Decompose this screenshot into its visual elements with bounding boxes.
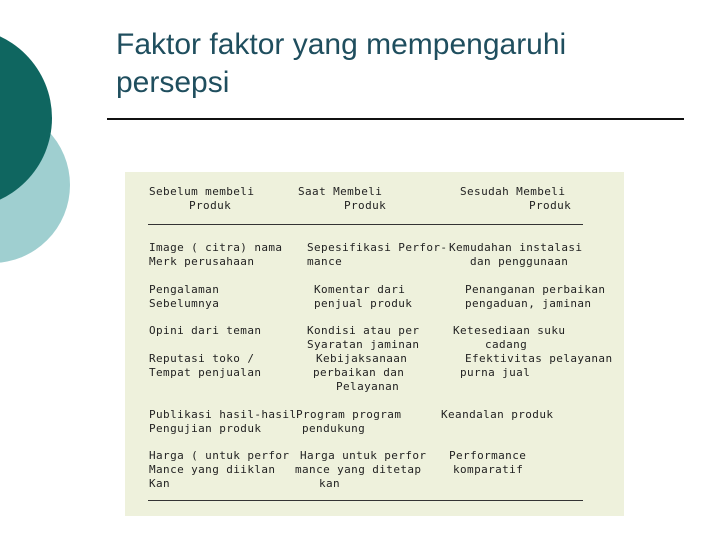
col2-line: Harga untuk perfor [300, 449, 427, 462]
col2-line: Sepesifikasi Perfor- [307, 241, 448, 254]
col1-line: Reputasi toko / [149, 352, 255, 365]
col1-line: Sebelumnya [149, 297, 220, 310]
col2-line: perbaikan dan [313, 366, 405, 379]
col2-line: Kondisi atau per [307, 324, 420, 337]
col1-line: Pengalaman [149, 283, 220, 296]
title-underline [107, 118, 684, 120]
header-during-line2: Produk [344, 199, 387, 212]
teal-circle-decoration [0, 0, 80, 300]
col1-line: Image ( citra) nama [149, 241, 283, 254]
col3-line: purna jual [460, 366, 531, 379]
col3-line: komparatif [453, 463, 524, 476]
col1-line: Mance yang diiklan [149, 463, 276, 476]
col3-line: cadang [485, 338, 528, 351]
col1-line: Pengujian produk [149, 422, 262, 435]
col3-line: Performance [449, 449, 527, 462]
col2-line: mance [307, 255, 343, 268]
col2-line: Kebijaksanaan [316, 352, 408, 365]
header-before-line1: Sebelum membeli [149, 185, 255, 198]
col3-line: Kemudahan instalasi [449, 241, 583, 254]
header-after-line2: Produk [529, 199, 572, 212]
slide-title-line-2: persepsi [116, 66, 230, 99]
col1-line: Merk perusahaan [149, 255, 255, 268]
col1-line: Tempat penjualan [149, 366, 262, 379]
col1-line: Opini dari teman [149, 324, 262, 337]
col3-line: Ketesediaan suku [453, 324, 566, 337]
col2-line: Program program [296, 408, 402, 421]
col2-line: pendukung [302, 422, 366, 435]
col3-line: Penanganan perbaikan [465, 283, 606, 296]
col2-line: Syaratan jaminan [307, 338, 420, 351]
slide-title [116, 26, 696, 102]
col2-line: kan [319, 477, 341, 490]
col1-line: Kan [149, 477, 171, 490]
slide-title-line-1: Faktor faktor yang mempengaruhi [116, 28, 567, 61]
col3-line: pengaduan, jaminan [465, 297, 592, 310]
col1-line: Publikasi hasil-hasil [149, 408, 297, 421]
col2-line: mance yang ditetap [295, 463, 422, 476]
col3-line: Efektivitas pelayanan [465, 352, 613, 365]
footer-divider [148, 500, 583, 501]
col2-line: penjual produk [314, 297, 413, 310]
header-before-line2: Produk [189, 199, 232, 212]
col2-line: Komentar dari [314, 283, 406, 296]
col3-line: Keandalan produk [441, 408, 554, 421]
col2-line: Pelayanan [336, 380, 400, 393]
header-divider [148, 224, 583, 225]
header-during-line1: Saat Membeli [298, 185, 383, 198]
header-after-line1: Sesudah Membeli [460, 185, 566, 198]
col3-line: dan penggunaan [470, 255, 569, 268]
col1-line: Harga ( untuk perfor [149, 449, 290, 462]
